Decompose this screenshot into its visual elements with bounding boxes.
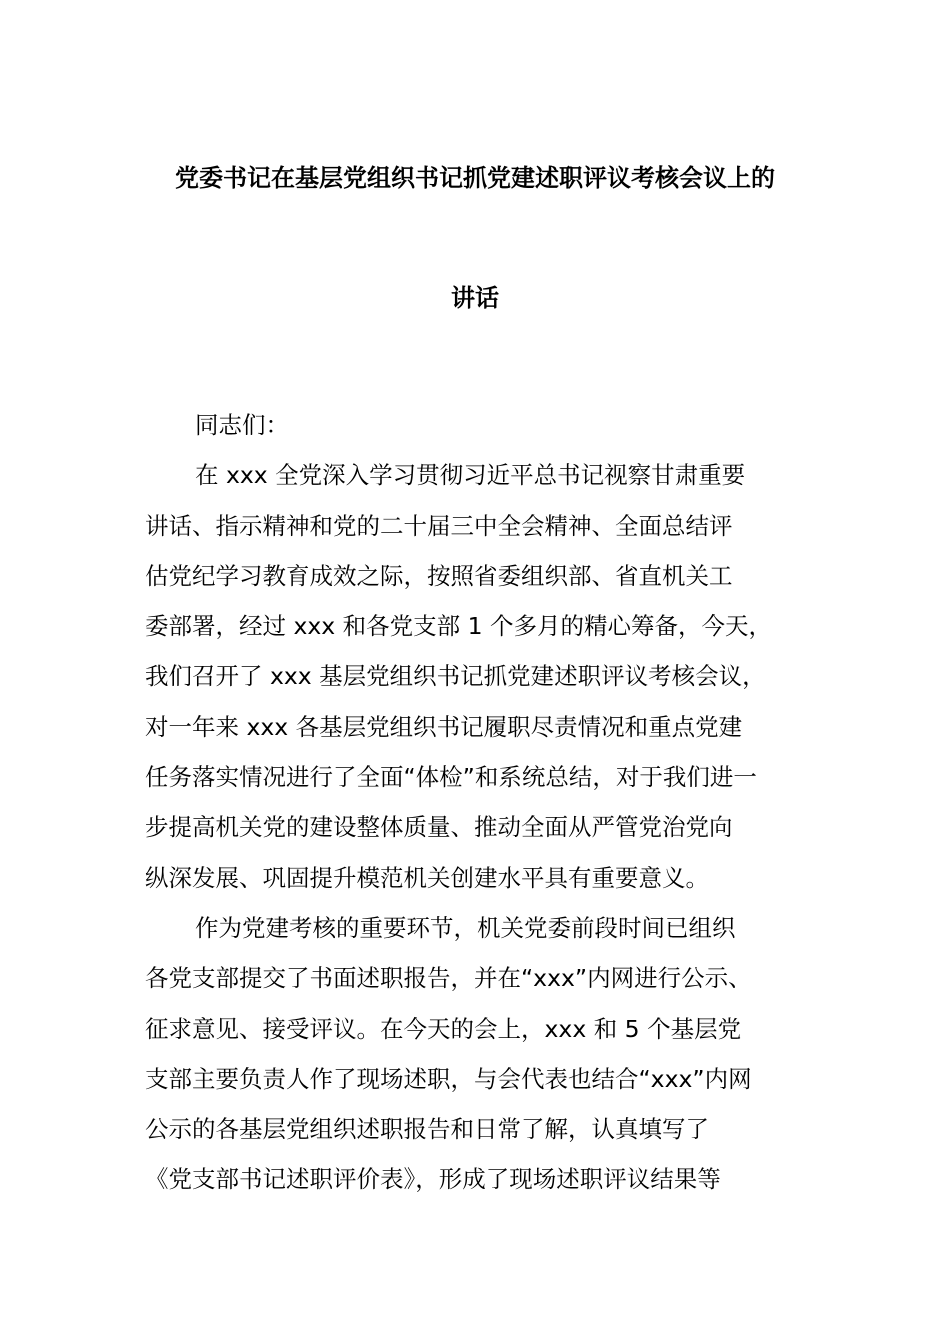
document-title-line-1: 党委书记在基层党组织书记抓党建述职评议考核会议上的 [175, 164, 775, 192]
paragraph-2-line: 各党支部提交了书面述职报告，并在“xxx”内网进行公示、 [145, 964, 752, 993]
paragraph-2-line: 征求意见、接受评议。在今天的会上，xxx 和 5 个基层党 [145, 1014, 742, 1043]
paragraph-1-line: 对一年来 xxx 各基层党组织书记履职尽责情况和重点党建 [145, 712, 743, 741]
paragraph-2-line: 支部主要负责人作了现场述职，与会代表也结合“xxx”内网 [145, 1064, 752, 1093]
paragraph-2-line: 公示的各基层党组织述职报告和日常了解，认真填写了 [145, 1115, 709, 1144]
paragraph-1-line: 纵深发展、巩固提升模范机关创建水平具有重要意义。 [145, 863, 709, 892]
paragraph-1-line: 步提高机关党的建设整体质量、推动全面从严管党治党向 [145, 813, 733, 842]
paragraph-1-line: 委部署，经过 xxx 和各党支部 1 个多月的精心筹备，今天， [145, 612, 773, 641]
document-title-line-2: 讲话 [451, 284, 499, 312]
document-body [145, 400, 825, 1205]
paragraph-2-line: 《党支部书记述职评价表》，形成了现场述职评议结果等 [145, 1165, 721, 1194]
paragraph-1-line: 任务落实情况进行了全面“体检”和系统总结，对于我们进一 [145, 763, 757, 792]
paragraph-1-line: 估党纪学习教育成效之际，按照省委组织部、省直机关工 [145, 561, 733, 590]
paragraph-1-line: 我们召开了 xxx 基层党组织书记抓党建述职评议考核会议， [145, 662, 766, 691]
paragraph-1-line: 在 xxx 全党深入学习贯彻习近平总书记视察甘肃重要 [195, 461, 746, 490]
salutation: 同志们： [195, 411, 289, 439]
paragraph-1-line: 讲话、指示精神和党的二十届三中全会精神、全面总结评 [145, 511, 733, 540]
paragraph-2-line: 作为党建考核的重要环节，机关党委前段时间已组织 [195, 913, 736, 942]
